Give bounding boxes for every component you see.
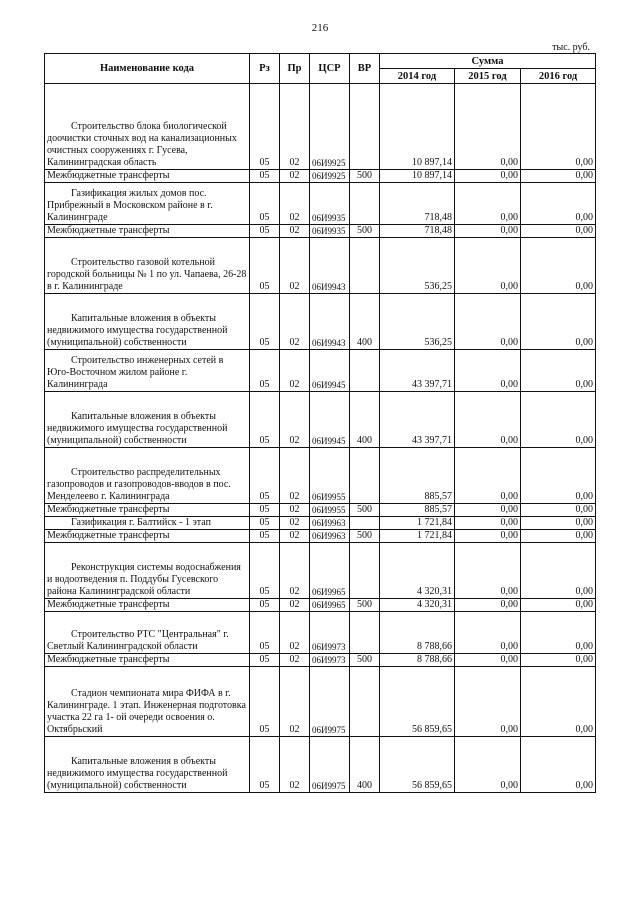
row-vr [350, 517, 380, 530]
row-csr: 06И9963 [310, 530, 350, 543]
table-row [45, 612, 596, 654]
row-csr: 06И9965 [310, 599, 350, 612]
row-pr: 02 [280, 294, 310, 350]
row-csr: 06И9943 [310, 238, 350, 294]
row-csr: 06И9945 [310, 392, 350, 448]
row-rz: 05 [250, 170, 280, 183]
row-rz: 05 [250, 504, 280, 517]
row-2015: 0,00 [455, 238, 521, 294]
row-2015: 0,00 [455, 84, 521, 170]
table-row [45, 517, 596, 530]
row-2015: 0,00 [455, 294, 521, 350]
row-2016: 0,00 [521, 599, 596, 612]
row-2016: 0,00 [521, 517, 596, 530]
row-pr: 02 [280, 504, 310, 517]
row-2015: 0,00 [455, 183, 521, 225]
row-2016: 0,00 [521, 392, 596, 448]
header-2016: 2016 год [521, 69, 596, 84]
row-name: Газификация г. Балтийск - 1 этап [45, 517, 250, 530]
row-rz: 05 [250, 612, 280, 654]
row-pr: 02 [280, 599, 310, 612]
row-vr: 500 [350, 599, 380, 612]
row-2014: 4 320,31 [380, 543, 455, 599]
row-pr: 02 [280, 543, 310, 599]
table-row [45, 392, 596, 448]
table-row [45, 183, 596, 225]
row-rz: 05 [250, 737, 280, 793]
row-rz: 05 [250, 599, 280, 612]
row-name: Капитальные вложения в объекты недвижимого имущества государственной (муниципальной) собственности [45, 294, 250, 350]
header-sum: Сумма [380, 54, 596, 69]
row-vr: 500 [350, 170, 380, 183]
row-2015: 0,00 [455, 654, 521, 667]
row-2014: 718,48 [380, 183, 455, 225]
row-name: Капитальные вложения в объекты недвижимого имущества государственной (муниципальной) собственности [45, 737, 250, 793]
row-pr: 02 [280, 654, 310, 667]
row-2016: 0,00 [521, 294, 596, 350]
row-vr: 500 [350, 504, 380, 517]
row-2015: 0,00 [455, 504, 521, 517]
row-csr: 06И9925 [310, 84, 350, 170]
row-csr: 06И9973 [310, 654, 350, 667]
row-csr: 06И9965 [310, 543, 350, 599]
row-rz: 05 [250, 225, 280, 238]
row-name: Межбюджетные трансферты [45, 654, 250, 667]
row-vr [350, 350, 380, 392]
row-csr: 06И9943 [310, 294, 350, 350]
row-2014: 43 397,71 [380, 350, 455, 392]
row-2016: 0,00 [521, 667, 596, 737]
row-2016: 0,00 [521, 84, 596, 170]
row-rz: 05 [250, 392, 280, 448]
row-vr: 500 [350, 654, 380, 667]
row-2016: 0,00 [521, 238, 596, 294]
row-2014: 43 397,71 [380, 392, 455, 448]
row-rz: 05 [250, 530, 280, 543]
row-csr: 06И9975 [310, 667, 350, 737]
table-row [45, 504, 596, 517]
row-csr: 06И9955 [310, 448, 350, 504]
header-2014: 2014 год [380, 69, 455, 84]
row-rz: 05 [250, 667, 280, 737]
row-rz: 05 [250, 294, 280, 350]
row-pr: 02 [280, 238, 310, 294]
row-name: Газификация жилых домов пос. Прибрежный в Московском районе в г. Калининграде [45, 183, 250, 225]
row-2014: 1 721,84 [380, 517, 455, 530]
row-2016: 0,00 [521, 225, 596, 238]
row-2016: 0,00 [521, 654, 596, 667]
row-2016: 0,00 [521, 530, 596, 543]
row-pr: 02 [280, 737, 310, 793]
table-row [45, 84, 596, 170]
row-2016: 0,00 [521, 183, 596, 225]
row-pr: 02 [280, 448, 310, 504]
row-rz: 05 [250, 350, 280, 392]
header-2015: 2015 год [455, 69, 521, 84]
row-vr [350, 667, 380, 737]
table-row [45, 448, 596, 504]
row-name: Межбюджетные трансферты [45, 225, 250, 238]
table-row [45, 667, 596, 737]
header-vr: ВР [350, 54, 380, 84]
row-2014: 885,57 [380, 448, 455, 504]
row-name: Строительство РТС "Центральная" г. Светлый Калининградской области [45, 612, 250, 654]
row-vr [350, 84, 380, 170]
row-pr: 02 [280, 612, 310, 654]
row-2015: 0,00 [455, 448, 521, 504]
table-row [45, 225, 596, 238]
row-rz: 05 [250, 543, 280, 599]
units-label: тыс. руб. [552, 42, 590, 53]
row-name: Строительство распределительных газопроводов и газопроводов-вводов в пос. Менделеево г. Калининграда [45, 448, 250, 504]
row-csr: 06И9935 [310, 225, 350, 238]
header-csr: ЦСР [310, 54, 350, 84]
row-2014: 4 320,31 [380, 599, 455, 612]
header-pr: Пр [280, 54, 310, 84]
row-rz: 05 [250, 448, 280, 504]
row-2014: 536,25 [380, 238, 455, 294]
row-pr: 02 [280, 530, 310, 543]
row-rz: 05 [250, 238, 280, 294]
row-name: Строительство газовой котельной городской больницы № 1 по ул. Чапаева, 26-28 в г. Калининграде [45, 238, 250, 294]
row-vr [350, 183, 380, 225]
row-2016: 0,00 [521, 170, 596, 183]
table-row [45, 530, 596, 543]
row-2015: 0,00 [455, 517, 521, 530]
row-2015: 0,00 [455, 667, 521, 737]
row-pr: 02 [280, 392, 310, 448]
row-pr: 02 [280, 667, 310, 737]
row-2014: 10 897,14 [380, 84, 455, 170]
row-2015: 0,00 [455, 530, 521, 543]
table-row [45, 543, 596, 599]
table-row [45, 599, 596, 612]
header-name: Наименование кода [45, 54, 250, 84]
row-pr: 02 [280, 84, 310, 170]
row-2016: 0,00 [521, 543, 596, 599]
row-name: Межбюджетные трансферты [45, 170, 250, 183]
row-2014: 1 721,84 [380, 530, 455, 543]
row-2015: 0,00 [455, 225, 521, 238]
row-vr: 400 [350, 392, 380, 448]
row-name: Строительство инженерных сетей в Юго-Восточном жилом районе г. Калининграда [45, 350, 250, 392]
row-2015: 0,00 [455, 543, 521, 599]
header-rz: Рз [250, 54, 280, 84]
budget-table [44, 53, 596, 793]
row-vr [350, 448, 380, 504]
row-rz: 05 [250, 183, 280, 225]
row-2015: 0,00 [455, 350, 521, 392]
row-2015: 0,00 [455, 392, 521, 448]
row-name: Межбюджетные трансферты [45, 504, 250, 517]
row-2014: 8 788,66 [380, 654, 455, 667]
table-row [45, 294, 596, 350]
row-csr: 06И9925 [310, 170, 350, 183]
row-2016: 0,00 [521, 504, 596, 517]
row-name: Стадион чемпионата мира ФИФА в г. Калининграде. 1 этап. Инженерная подготовка участка 22 га 1- ой очереди освоения о. Октябрьский [45, 667, 250, 737]
row-name: Межбюджетные трансферты [45, 599, 250, 612]
row-pr: 02 [280, 225, 310, 238]
row-csr: 06И9945 [310, 350, 350, 392]
row-name: Капитальные вложения в объекты недвижимого имущества государственной (муниципальной) собственности [45, 392, 250, 448]
row-2016: 0,00 [521, 737, 596, 793]
row-csr: 06И9975 [310, 737, 350, 793]
row-csr: 06И9973 [310, 612, 350, 654]
row-vr: 500 [350, 225, 380, 238]
row-2016: 0,00 [521, 612, 596, 654]
row-rz: 05 [250, 654, 280, 667]
row-2014: 885,57 [380, 504, 455, 517]
row-vr [350, 238, 380, 294]
row-name: Реконструкция системы водоснабжения и водоотведения п. Поддубы Гусевского района Калининградской области [45, 543, 250, 599]
row-csr: 06И9955 [310, 504, 350, 517]
row-2014: 56 859,65 [380, 667, 455, 737]
row-vr: 400 [350, 294, 380, 350]
row-2015: 0,00 [455, 599, 521, 612]
table-row [45, 654, 596, 667]
row-2015: 0,00 [455, 612, 521, 654]
row-2014: 10 897,14 [380, 170, 455, 183]
row-2014: 56 859,65 [380, 737, 455, 793]
row-2014: 718,48 [380, 225, 455, 238]
row-2016: 0,00 [521, 448, 596, 504]
row-pr: 02 [280, 350, 310, 392]
row-name: Межбюджетные трансферты [45, 530, 250, 543]
row-pr: 02 [280, 183, 310, 225]
table-row [45, 350, 596, 392]
row-2016: 0,00 [521, 350, 596, 392]
row-csr: 06И9963 [310, 517, 350, 530]
row-vr: 500 [350, 530, 380, 543]
table-row [45, 238, 596, 294]
header-row [45, 54, 596, 69]
row-2014: 536,25 [380, 294, 455, 350]
row-vr: 400 [350, 737, 380, 793]
row-csr: 06И9935 [310, 183, 350, 225]
table-row [45, 170, 596, 183]
row-pr: 02 [280, 517, 310, 530]
row-pr: 02 [280, 170, 310, 183]
table-row [45, 737, 596, 793]
row-2014: 8 788,66 [380, 612, 455, 654]
row-2015: 0,00 [455, 170, 521, 183]
row-name: Строительство блока биологической доочистки сточных вод на канализационных очистных сооружениях г. Гусева, Калининградская область [45, 84, 250, 170]
page-number: 216 [311, 22, 329, 34]
row-2015: 0,00 [455, 737, 521, 793]
row-rz: 05 [250, 84, 280, 170]
row-rz: 05 [250, 517, 280, 530]
row-vr [350, 612, 380, 654]
row-vr [350, 543, 380, 599]
